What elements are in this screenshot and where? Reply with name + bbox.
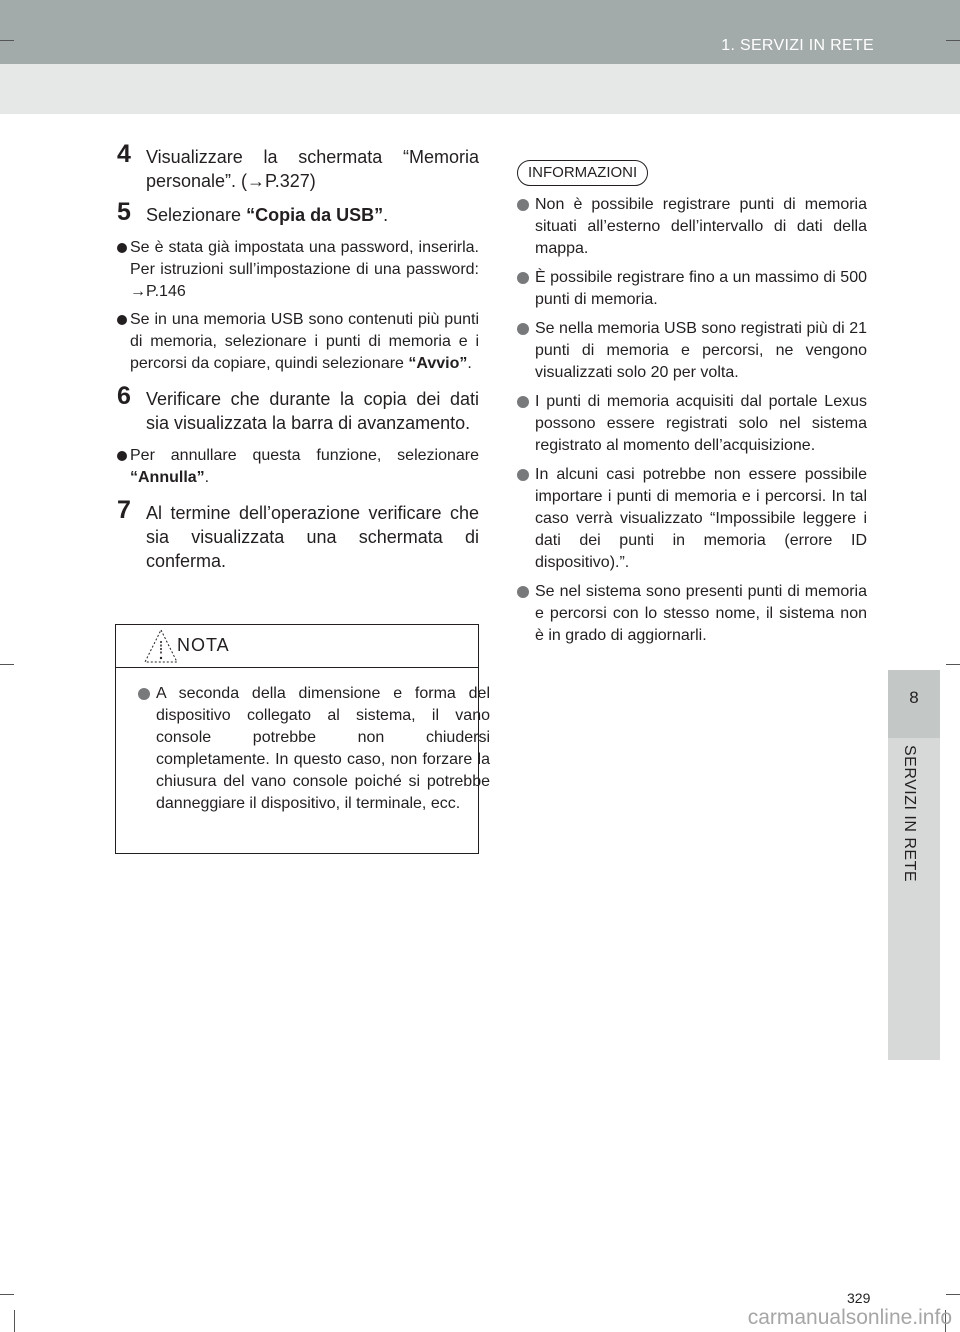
nota-header: [116, 625, 478, 668]
step-text-bold: “Copia da USB”: [246, 205, 384, 225]
step-number: 4: [117, 140, 131, 168]
info-text: Se nel sistema sono presenti punti di memoria e percorsi con lo stesso nome, il sistema non è in grado di aggiornarli.: [535, 583, 867, 644]
crop-mark: [946, 1294, 960, 1295]
left-column: [117, 140, 479, 583]
step-text-prefix: Selezionare: [146, 205, 247, 225]
crop-mark: [0, 664, 14, 665]
watermark: carmanualsonline.info: [747, 1306, 952, 1329]
step-text: Visualizzare la schermata “Memoria personale”. (→P.327): [146, 147, 479, 191]
info-item: [517, 194, 867, 260]
step-number: 6: [117, 382, 131, 410]
step-number: 7: [117, 496, 131, 524]
step-text: Al termine dell’operazione verificare che sia visualizzata una schermata di conferma.: [146, 503, 479, 571]
step-text: Verificare che durante la copia dei dati sia visualizzata la barra di avanzamento.: [146, 389, 479, 433]
bullet-text-suffix: .: [204, 469, 210, 486]
bullet-text: Se è stata già impostata una password, inserirla. Per istruzioni sull’impostazione di una password: →P.146: [130, 239, 479, 300]
bullet-text-bold: “Annulla”: [130, 469, 205, 486]
step-6: [117, 382, 479, 435]
page-number: 329: [847, 1290, 871, 1306]
info-item: [517, 464, 867, 574]
step-text-suffix: .: [383, 205, 389, 225]
bullet-item: [117, 309, 479, 375]
bullet-item: [117, 445, 479, 489]
nota-item: [138, 683, 490, 815]
bullet-text: Se in una memoria USB sono contenuti più punti di memoria, selezionare i punti di memoria e i percorsi da copiare, quindi selezionare: [130, 311, 479, 372]
nota-text: A seconda della dimensione e forma del dispositivo collegato al sistema, il vano console potrebbe non chiudersi completamente. In questo caso, non forzare la chiusura del vano console poiché si potrebbe danneggiare il dispositivo, il terminale, ecc.: [156, 685, 490, 812]
crop-mark: [14, 1310, 15, 1332]
section-title: 1. SERVIZI IN RETE: [721, 37, 874, 54]
warning-icon: [143, 627, 179, 665]
nota-box: [115, 624, 490, 854]
crop-mark: [946, 664, 960, 665]
bullet-text: Per annullare questa funzione, selezionare: [130, 447, 479, 464]
info-text: In alcuni casi potrebbe non essere possibile importare i punti di memoria e i percorsi. In tal caso verrà visualizzato “Impossibile leggere i dati dei punti in memoria (errore ID dispositivo).”.: [535, 466, 867, 571]
info-item: [517, 581, 867, 647]
info-text: È possibile registrare fino a un massimo di 500 punti di memoria.: [535, 269, 867, 308]
bullet-text-suffix: .: [467, 355, 472, 372]
bullet-item: [117, 237, 479, 303]
right-column: [517, 160, 867, 654]
crop-mark: [0, 40, 14, 41]
info-text: I punti di memoria acquisiti dal portale Lexus possono essere registrati solo nel sistema registrato al momento dell’acquisizione.: [535, 393, 867, 454]
header-strip: [0, 64, 960, 114]
step-7: [117, 496, 479, 573]
crop-mark: [946, 40, 960, 41]
info-text: Non è possibile registrare punti di memoria situati all’esterno dell’intervallo di dati della mappa.: [535, 196, 867, 257]
crop-mark: [0, 1294, 14, 1295]
step-5: [117, 198, 479, 227]
nota-title: NOTA: [177, 635, 230, 655]
chapter-number: 8: [909, 688, 919, 707]
step-number: 5: [117, 198, 131, 226]
info-item: [517, 267, 867, 311]
info-text: Se nella memoria USB sono registrati più di 21 punti di memoria e percorsi, ne vengono visualizzati solo 20 per volta.: [535, 320, 867, 381]
info-item: [517, 391, 867, 457]
step-4: [117, 140, 479, 193]
chapter-label: SERVIZI IN RETE: [901, 745, 918, 883]
info-item: [517, 318, 867, 384]
info-title: INFORMAZIONI: [517, 160, 648, 186]
bullet-text-bold: “Avvio”: [408, 355, 468, 372]
